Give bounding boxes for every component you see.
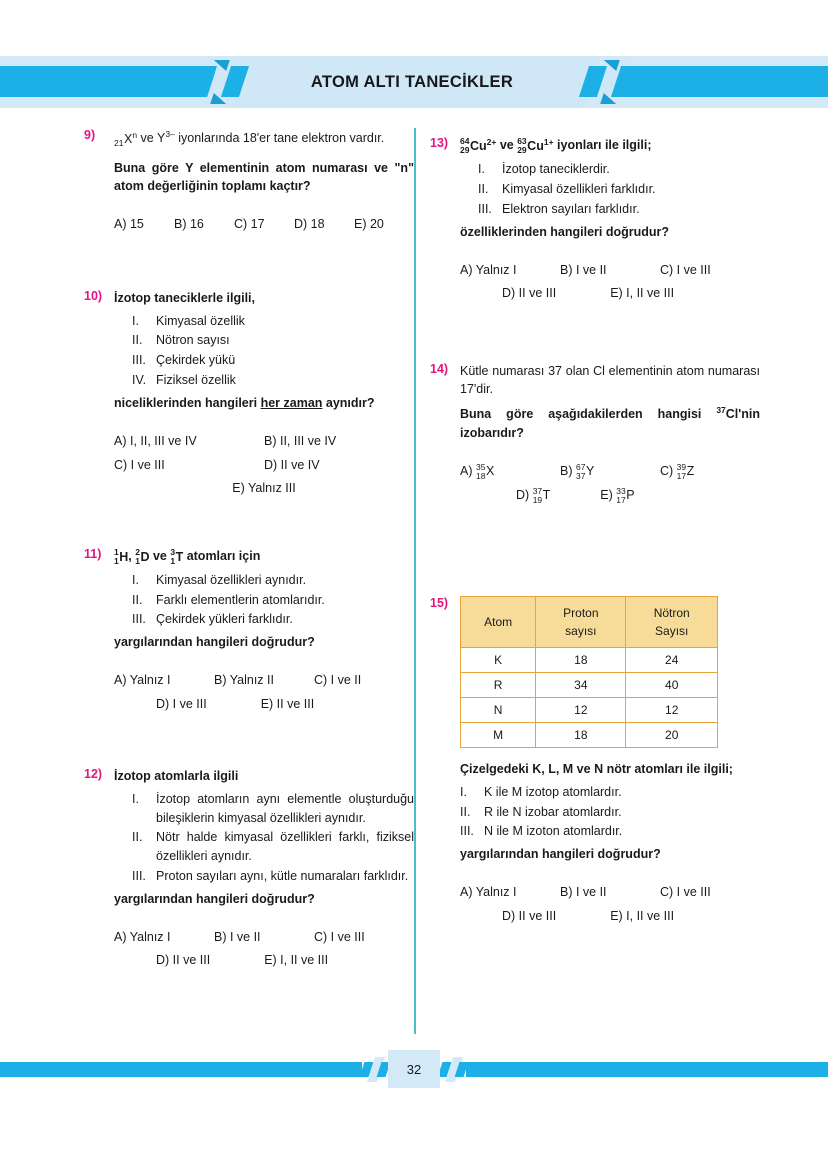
atomic-number: 1 [135,555,140,566]
roman-label: I. [132,313,139,328]
isotope-notation [677,460,695,484]
isotope-notation-cu63 [517,136,553,155]
question-12-title: İzotop atomlarla ilgili [114,768,239,783]
prompt-post: Cl'nin izobarıdır? [460,407,760,440]
atomic-number: 1 [170,555,176,566]
cell-neutron: 24 [626,647,718,672]
option-c[interactable]: C) I ve III [114,457,165,472]
isotope-notation [533,484,551,508]
element-symbol: D [140,549,150,564]
element-symbol: Y [585,463,595,478]
header-line: Atom [484,614,513,629]
question-9-prompt: Buna göre Y elementinin atom numarası ve "n" atom değerliğinin toplamı kaçtır? [114,160,414,193]
roman-text: Kimyasal özellikleri farklıdır. [502,182,656,197]
roman-label: I. [460,784,467,799]
column-header-atom [461,596,536,647]
option-d[interactable]: D) 18 [294,216,325,231]
atomic-number: 29 [517,144,527,155]
table-row [461,647,718,672]
option-d[interactable]: D) I ve III [156,696,207,711]
isotope-numbers [135,548,140,566]
isotope-numbers [114,130,123,148]
column-header-proton [536,596,626,647]
table-row [461,697,718,722]
isotope-notation [114,129,137,148]
cell-atom: M [461,722,536,747]
header-line: sayısı [565,623,597,638]
option-e[interactable]: E) I, II ve III [610,286,675,301]
element-symbol-group [470,136,496,155]
atomic-number: 17 [676,470,687,481]
roman-item [132,591,414,610]
roman-item [132,610,414,629]
question-9-charge-2: 3– [165,129,175,139]
question-15-options [460,881,760,929]
mass-number: 35 [475,461,486,472]
mass-number: 39 [676,461,687,472]
question-9 [84,128,414,237]
prompt-post: aynıdır? [322,395,375,410]
column-divider [414,128,416,1034]
option-e[interactable]: E) I, II ve III [264,953,329,968]
option-letter: B) [559,464,573,479]
cell-neutron: 20 [626,722,718,747]
roman-text: Proton sayıları aynı, kütle numaraları farklıdır. [156,868,409,883]
separator-1: , [128,549,136,563]
question-12-options [114,926,414,974]
left-question-column [84,128,414,973]
isotope-notation-d [135,547,149,566]
question-14-options [460,460,760,508]
cell-proton: 12 [536,697,626,722]
atomic-number: 29 [460,144,470,155]
charge-superscript: n [132,130,138,141]
question-10-options [114,430,414,501]
question-11-options [114,669,414,717]
option-a[interactable]: A) 15 [114,216,144,231]
option-e[interactable]: E) 20 [354,216,384,231]
roman-item [132,371,414,390]
roman-text: İzotop taneciklerdir. [502,162,610,177]
roman-label: III. [460,824,474,839]
question-12-roman-list [132,790,414,886]
option-a[interactable]: A) Yalnız I [460,262,517,277]
isotope-notation-cu64 [460,136,496,155]
option-c[interactable]: C) I ve III [659,885,711,900]
mass-number: 1 [114,546,119,557]
roman-text: Elektron sayıları farklıdır. [502,201,640,216]
roman-text: N ile M izoton atomlardır. [484,824,623,839]
option-e[interactable]: E) Yalnız III [232,481,296,496]
question-15-number: 15) [430,595,449,610]
roman-item [132,828,414,866]
isotope-symbol [124,129,137,148]
option-b[interactable]: B) I ve II [559,262,607,277]
isotope-numbers [170,548,175,566]
option-d[interactable]: D) II ve III [156,953,211,968]
question-9-text-mid: ve Y [137,131,166,146]
question-15-title: Çizelgedeki K, L, M ve N nötr atomları ile ilgili; [460,761,733,776]
option-letter: D) [516,487,530,502]
separator-2: ve [149,549,171,563]
roman-label: II. [132,592,143,607]
mass-number: 37 [532,485,543,496]
question-11-prompt: yargılarından hangileri doğrudur? [114,635,315,650]
element-symbol: Z [686,463,695,478]
question-13-number: 13) [430,136,449,150]
question-13-prompt: özelliklerinden hangileri doğrudur? [460,224,670,239]
roman-text: Kimyasal özellikleri aynıdır. [156,572,307,587]
roman-item [132,351,414,370]
question-13-roman-list [478,160,760,218]
ion-charge: 1+ [543,137,554,148]
question-10-roman-list [132,312,414,390]
roman-label: III. [132,353,146,368]
element-symbol: P [626,487,635,502]
roman-item [478,160,760,179]
cell-atom: K [461,647,536,672]
roman-text: Çekirdek yükü [156,353,236,368]
question-12-number: 12) [84,766,103,781]
roman-text: K ile M izotop atomlardır. [484,784,622,799]
isotope-notation [576,460,594,484]
roman-label: I. [132,572,139,587]
option-a[interactable]: A) I, II, III ve IV [114,433,197,448]
cell-proton: 18 [536,722,626,747]
option-a[interactable]: A) Yalnız I [460,885,517,900]
isotope-numbers [616,487,625,505]
mass-number: 2 [135,546,140,557]
roman-text: Fiziksel özellik [156,372,236,387]
option-b[interactable]: B) II, III ve IV [264,433,337,448]
roman-item [132,571,414,590]
mass-number-superscript: 37 [716,405,726,416]
roman-label: II. [460,804,471,819]
option-b[interactable]: B) I ve II [213,929,261,944]
roman-item [132,790,414,828]
element-symbol-group [527,136,553,155]
isotope-notation-t [170,547,183,566]
question-13-title [460,136,760,155]
option-c[interactable]: C) I ve III [313,929,365,944]
question-11 [84,547,414,717]
option-letter: C) [659,464,674,479]
header-line: Proton [563,605,599,620]
prompt-underlined: her zaman [260,395,323,410]
option-e[interactable]: E) II ve III [260,696,315,711]
roman-label: II. [478,182,489,197]
roman-text: Çekirdek yükleri farklıdır. [156,612,293,627]
roman-text: Nötr halde kimyasal özellikleri farklı, fiziksel özellikleri aynıdır. [156,830,414,864]
question-15-prompt: yargılarından hangileri doğrudur? [460,847,661,862]
roman-label: I. [132,791,139,806]
isotope-numbers [476,463,485,481]
option-a[interactable]: A) Yalnız I [114,929,171,944]
question-9-options [114,213,414,237]
roman-label: III. [132,868,146,883]
mass-number: 33 [616,485,626,496]
cell-proton: 18 [536,647,626,672]
isotope-numbers [576,463,585,481]
roman-text: İzotop atomların aynı elementle oluşturduğu bileşiklerin kimyasal özellikleri aynıdır. [156,791,414,825]
mass-number: 3 [170,546,176,557]
element-symbol: T [542,487,551,502]
footer-stripe-left [0,1062,362,1077]
header-line: Nötron [653,605,690,620]
element-symbol: Cu [527,139,544,154]
option-c[interactable]: C) I ve II [313,673,362,688]
question-12 [84,767,414,974]
isotope-subscript: 21 [114,137,124,148]
option-b[interactable]: B) 16 [174,216,204,231]
cell-atom: N [461,697,536,722]
question-14-number: 14) [430,362,449,377]
roman-item [132,312,414,331]
element-symbol: Cu [469,139,487,154]
option-e[interactable]: E) I, II ve III [610,908,675,923]
atomic-number: 17 [616,494,626,505]
table-row [461,722,718,747]
prompt-pre: niceliklerinden hangileri [114,395,261,410]
option-letter: A) [460,464,473,479]
option-b[interactable]: B) I ve II [559,885,607,900]
option-b[interactable]: B) Yalnız II [213,673,274,688]
question-15 [430,596,760,929]
question-14 [430,362,760,508]
table-header-row [461,596,718,647]
option-e[interactable] [600,484,634,508]
atomic-number: 37 [575,470,586,481]
question-11-number: 11) [84,547,102,561]
separator: ve [496,138,518,152]
roman-label: III. [478,201,492,216]
title-post: atomları için [183,549,261,563]
roman-item [460,783,760,802]
isotope-numbers [517,137,526,155]
isotope-numbers [677,463,686,481]
element-symbol: X [123,132,133,147]
cell-neutron: 40 [626,672,718,697]
option-b[interactable] [560,460,660,484]
roman-label: II. [132,333,143,348]
page-title: ATOM ALTI TANECİKLER [310,72,514,91]
isotope-notation [616,484,634,508]
atomic-number: 18 [475,470,486,481]
question-10-number: 10) [84,288,103,303]
roman-item [460,822,760,841]
question-10-prompt [114,394,414,412]
question-9-text-post: iyonlarında 18'er tane elektron vardır. [174,131,385,146]
page-header-banner [0,56,828,108]
table-row [461,672,718,697]
cell-neutron: 12 [626,697,718,722]
roman-text: Farklı elementlerin atomlarıdır. [156,592,325,607]
question-9-stem [114,128,414,149]
roman-text: Kimyasal özellik [156,313,245,328]
header-line: Sayısı [655,623,689,638]
roman-label: I. [478,162,485,177]
option-letter: E) [600,487,613,502]
roman-item [478,200,760,219]
option-c[interactable] [660,460,760,484]
question-11-title [114,547,414,566]
title-post: iyonları ile ilgili; [553,138,652,152]
option-d[interactable]: D) II ve III [502,908,557,923]
question-13-options [460,259,760,307]
mass-number: 63 [517,135,527,146]
roman-item [132,331,414,350]
option-d[interactable]: D) II ve IV [264,457,320,472]
roman-label: II. [132,830,143,845]
banner-stripe-right [612,66,828,97]
page-number: 32 [388,1050,440,1088]
isotope-notation-h [114,547,128,566]
footer-stripe-right [466,1062,828,1077]
cell-atom: R [461,672,536,697]
atom-data-table [460,596,718,748]
mass-number: 64 [460,135,470,146]
question-15-roman-list [460,783,760,841]
roman-item [460,803,760,822]
question-14-stem: Kütle numarası 37 olan Cl elementinin atom numarası 17'dir. [460,364,760,397]
question-11-roman-list [132,571,414,629]
isotope-notation [476,460,494,484]
isotope-numbers [460,137,469,155]
option-a[interactable]: A) Yalnız I [114,673,171,688]
roman-text: R ile N izobar atomlardır. [484,804,622,819]
element-symbol: H [119,549,129,564]
option-c[interactable]: C) I ve III [659,262,711,277]
roman-item [478,180,760,199]
question-12-prompt: yargılarından hangileri doğrudur? [114,891,315,906]
right-question-column [430,128,760,929]
question-10 [84,289,414,502]
page-footer-banner [0,1056,828,1082]
column-header-neutron [626,596,718,647]
option-a[interactable] [460,460,560,484]
option-d[interactable]: D) II ve III [502,286,557,301]
element-symbol: T [175,549,184,564]
roman-label: III. [132,612,146,627]
question-13 [430,136,760,306]
isotope-numbers [114,548,119,566]
question-14-prompt [460,404,760,441]
question-9-number: 9) [84,128,96,142]
banner-stripe-left [0,66,215,97]
question-10-title: İzotop taneciklerle ilgili, [114,290,256,305]
cell-proton: 34 [536,672,626,697]
option-d[interactable] [516,484,550,508]
roman-text: Nötron sayısı [156,333,230,348]
atomic-number: 19 [532,494,543,505]
atomic-number: 1 [114,555,119,566]
roman-item [132,867,414,886]
isotope-numbers [533,487,542,505]
option-c[interactable]: C) 17 [234,216,265,231]
element-symbol: X [485,463,495,478]
prompt-pre: Buna göre aşağıdakilerden hangisi [460,407,717,422]
roman-label: IV. [132,372,147,387]
ion-charge: 2+ [486,137,497,148]
mass-number: 67 [575,461,586,472]
